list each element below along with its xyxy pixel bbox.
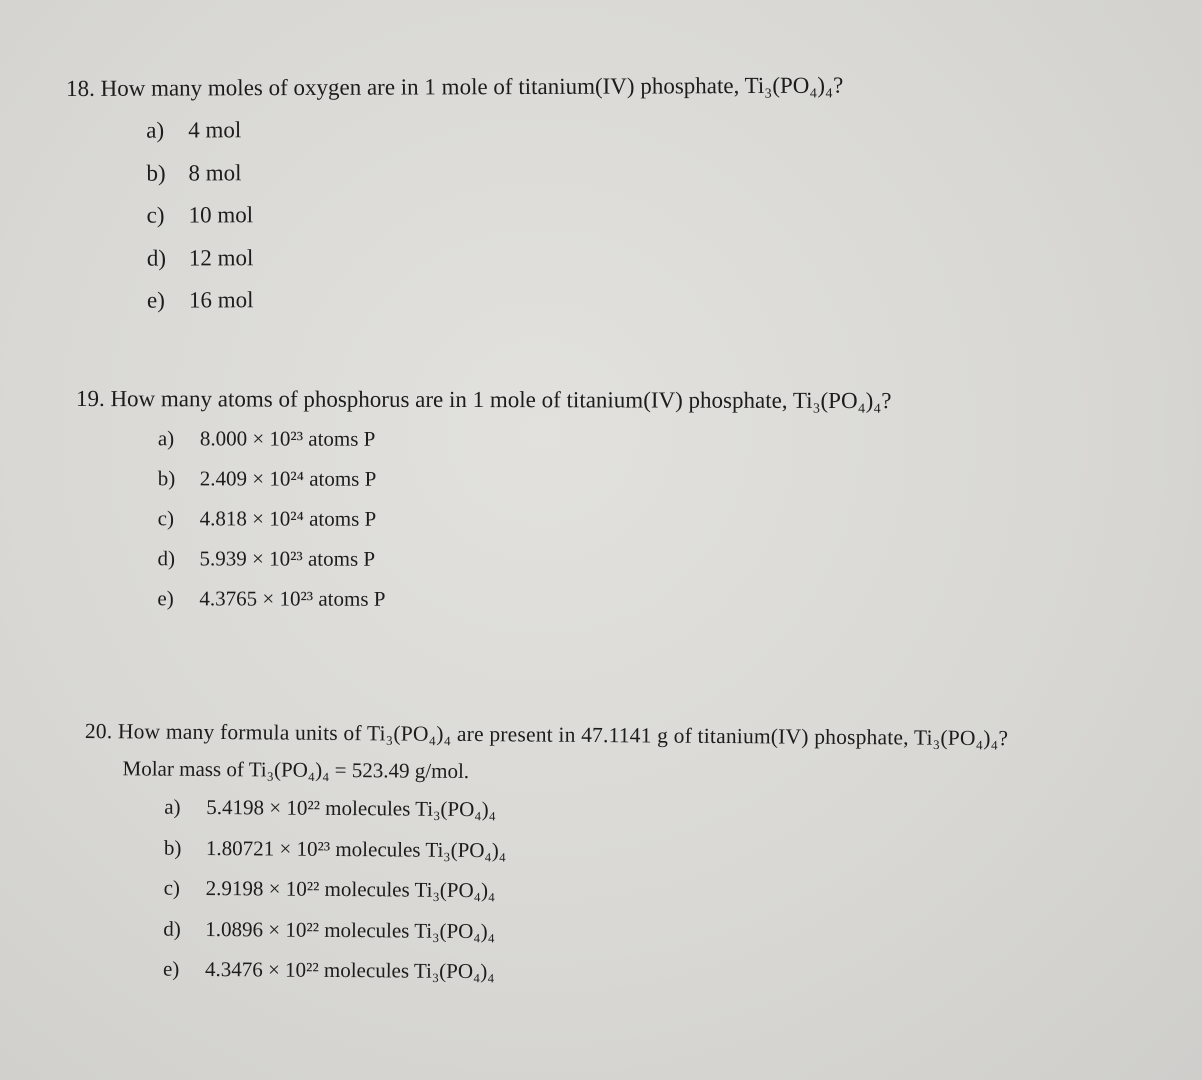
option-a xyxy=(164,793,1008,840)
option-b xyxy=(158,464,892,506)
option-text: 4.3476 × 10²² molecules Ti₃(PO₄)₄ xyxy=(204,956,495,984)
option-text: 2.9198 × 10²² molecules Ti₃(PO₄)₄ xyxy=(205,875,496,903)
question-20 xyxy=(83,716,1008,1002)
option-c xyxy=(158,504,892,546)
option-c xyxy=(163,874,1007,921)
option-e xyxy=(163,955,1007,1002)
option-letter: b) xyxy=(157,466,176,491)
option-letter: b) xyxy=(146,160,166,186)
answer-options xyxy=(163,793,1008,1002)
option-letter: c) xyxy=(146,202,165,228)
option-b xyxy=(146,155,843,201)
option-letter: d) xyxy=(163,916,181,941)
option-text: 4.3765 × 10²³ atoms P xyxy=(199,586,386,611)
option-letter: a) xyxy=(146,117,165,143)
option-text: 4 mol xyxy=(188,117,242,143)
option-d xyxy=(163,914,1007,961)
question-18 xyxy=(66,71,844,329)
option-letter: d) xyxy=(146,245,167,271)
option-a xyxy=(158,424,892,466)
option-letter: a) xyxy=(164,794,181,819)
option-a xyxy=(146,113,843,159)
option-letter: b) xyxy=(163,835,182,860)
question-stem: 19. How many atoms of phosphorus are in 1 mole of titanium(IV) phosphate, Ti₃(PO₄)₄? xyxy=(75,386,892,414)
option-text: 12 mol xyxy=(188,244,254,270)
option-c xyxy=(147,198,844,244)
option-e xyxy=(147,283,844,329)
option-text: 1.0896 × 10²² molecules Ti₃(PO₄)₄ xyxy=(205,916,496,943)
option-letter: e) xyxy=(157,586,174,611)
option-text: 4.818 × 10²⁴ atoms P xyxy=(199,506,377,531)
option-text: 2.409 × 10²⁴ atoms P xyxy=(199,466,377,491)
question-stem: 20. How many formula units of Ti₃(PO₄)₄ are present in 47.1141 g of titanium(IV) phosphate, Ti₃(PO₄)₄? xyxy=(84,718,1009,751)
question-19 xyxy=(75,384,891,626)
option-text: 8.000 × 10²³ atoms P xyxy=(199,426,376,451)
option-d xyxy=(157,544,891,586)
option-letter: a) xyxy=(157,426,175,451)
option-letter: e) xyxy=(146,287,165,313)
molar-mass-note: Molar mass of Ti₃(PO₄)₄ = 523.49 g/mol. xyxy=(122,756,470,784)
option-letter: d) xyxy=(157,546,176,571)
option-text: 1.80721 × 10²³ molecules Ti₃(PO₄)₄ xyxy=(205,835,507,862)
option-d xyxy=(147,240,844,286)
option-text: 16 mol xyxy=(188,287,254,313)
answer-options xyxy=(157,424,891,626)
option-text: 10 mol xyxy=(188,202,254,228)
option-b xyxy=(164,833,1008,880)
option-letter: e) xyxy=(162,956,180,981)
option-letter: c) xyxy=(157,506,175,531)
answer-options xyxy=(146,113,844,329)
option-letter: c) xyxy=(163,875,181,900)
option-text: 8 mol xyxy=(188,159,242,185)
option-text: 5.4198 × 10²² molecules Ti₃(PO₄)₄ xyxy=(206,794,497,822)
question-stem: 18. How many moles of oxygen are in 1 mole of titanium(IV) phosphate, Ti₃(PO₄)₄? xyxy=(66,72,844,101)
option-e xyxy=(157,584,891,626)
option-text: 5.939 × 10²³ atoms P xyxy=(199,546,376,571)
